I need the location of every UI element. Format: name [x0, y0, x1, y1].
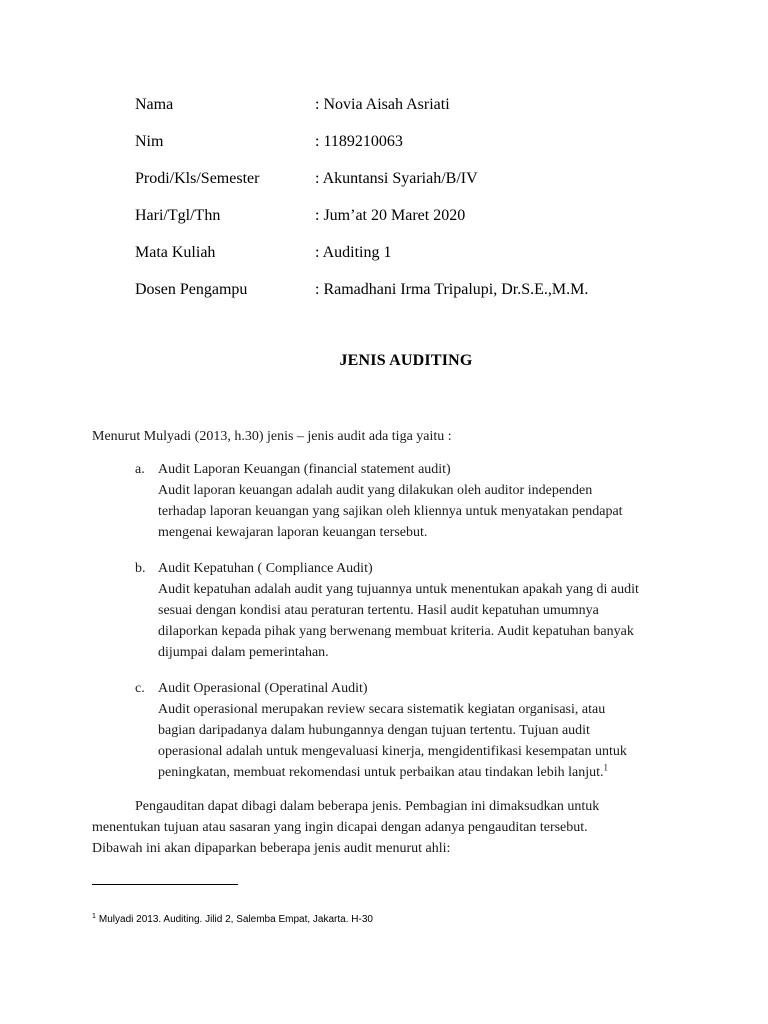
info-value: : Akuntansi Syariah/B/IV: [315, 170, 478, 187]
footnote-mark: 1: [92, 912, 96, 920]
info-value: : Jum’at 20 Maret 2020: [315, 207, 466, 224]
page-title: JENIS AUDITING: [339, 352, 473, 369]
info-label: Dosen Pengampu: [135, 281, 248, 298]
info-label: Nim: [135, 133, 164, 150]
info-label: Mata Kuliah: [135, 244, 216, 261]
list-item-text-line: operasional adalah untuk mengevaluasi kinerja, mengidentifikasi kesempatan untuk: [158, 744, 627, 759]
info-value: : Ramadhani Irma Tripalupi, Dr.S.E.,M.M.: [315, 281, 589, 298]
intro-paragraph: Menurut Mulyadi (2013, h.30) jenis – jenis audit ada tiga yaitu :: [92, 429, 452, 444]
info-value: : Auditing 1: [315, 244, 392, 261]
list-item: [135, 558, 695, 663]
list-item-heading: Audit Operasional (Operatinal Audit): [158, 681, 368, 696]
info-value: : 1189210063: [315, 133, 403, 150]
list-item-text-line: Audit kepatuhan adalah audit yang tujuannya untuk menentukan apakah yang di audit: [158, 582, 639, 597]
info-value: : Novia Aisah Asriati: [315, 96, 450, 113]
closing-line: Pengauditan dapat dibagi dalam beberapa jenis. Pembagian ini dimaksudkan untuk: [135, 799, 600, 814]
list-marker: b.: [135, 561, 146, 576]
footnote-divider: [92, 884, 238, 885]
footnote: [92, 913, 373, 927]
list-item-text-line: bagian daripadanya dalam hubungannya dengan tujuan tertentu. Tujuan audit: [158, 723, 590, 738]
list-item-text: peningkatan, membuat rekomendasi untuk perbaikan atau tindakan lebih lanjut.: [158, 765, 604, 780]
list-item-text-line: Audit operasional merupakan review secara sistematik kegiatan organisasi, atau: [158, 702, 606, 717]
list-item: [135, 459, 695, 543]
list-marker: a.: [135, 462, 145, 477]
list-item-heading: Audit Kepatuhan ( Compliance Audit): [158, 561, 373, 576]
list-item-text-line: mengenai kewajaran laporan keuangan tersebut.: [158, 525, 428, 540]
list-item-text-line: Audit laporan keuangan adalah audit yang dilakukan oleh auditor independen: [158, 483, 593, 498]
list-item-heading: Audit Laporan Keuangan (financial statement audit): [158, 462, 451, 477]
audit-type-list: [135, 459, 695, 798]
list-item-text-line: dilaporkan kepada pihak yang berwenang membuat kriteria. Audit kepatuhan banyak: [158, 624, 634, 639]
list-item-text-line: terhadap laporan keuangan yang sajikan oleh kliennya untuk menyatakan pendapat: [158, 504, 623, 519]
list-item-text-line: sesuai dengan kondisi atau peraturan tertentu. Hasil audit kepatuhan umumnya: [158, 603, 599, 618]
footnote-reference[interactable]: 1: [603, 762, 609, 773]
info-label: Nama: [135, 96, 174, 113]
list-marker: c.: [135, 681, 145, 696]
list-item: [135, 678, 695, 783]
list-item-text-line-last: [158, 762, 695, 783]
info-label: Prodi/Kls/Semester: [135, 170, 260, 187]
footnote-text: Mulyadi 2013. Auditing. Jilid 2, Salemba Empat, Jakarta. H-30: [98, 914, 373, 925]
closing-line: menentukan tujuan atau sasaran yang ingin dicapai dengan adanya pengauditan tersebut.: [92, 820, 588, 835]
list-item-text-line: dijumpai dalam pemerintahan.: [158, 645, 329, 660]
info-label: Hari/Tgl/Thn: [135, 207, 221, 224]
closing-line: Dibawah ini akan dipaparkan beberapa jenis audit menurut ahli:: [92, 841, 451, 856]
closing-paragraph: [92, 796, 692, 859]
